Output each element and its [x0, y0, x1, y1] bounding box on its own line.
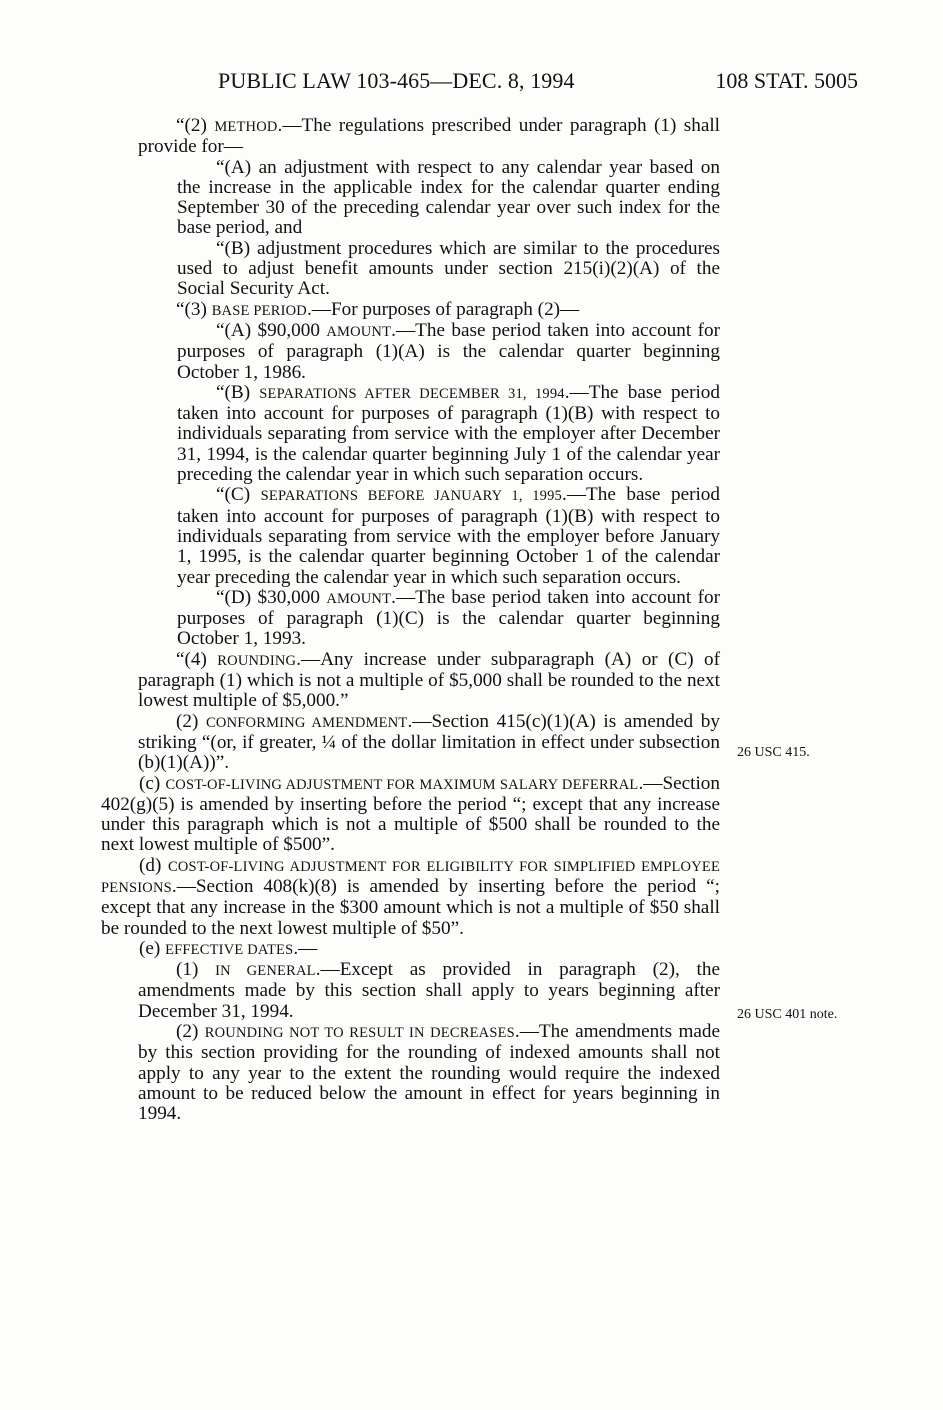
para-e-1-in-general: (1) IN GENERAL.—Except as provided in paragraph (2), the amendments made by this section shall apply to years beginning after December 31, 1994. — [138, 959, 720, 1022]
heading-effective-dates: EFFECTIVE DATES — [165, 941, 294, 958]
statute-page-number: 108 STAT. 5005 — [715, 68, 858, 93]
para-3-base-period: “(3) BASE PERIOD.—For purposes of paragraph (2)— — [176, 298, 580, 320]
margin-note-effective-dates: 26 USC 401 note. — [737, 1007, 838, 1022]
para-2-B: “(B) adjustment procedures which are similar to the procedures used to adjust benefit amounts under section 215(i)(2)(A) of the Social Security Act. — [177, 237, 720, 300]
heading-salary-deferral: COST-OF-LIVING ADJUSTMENT FOR MAXIMUM SALARY DEFERRAL — [165, 776, 639, 793]
running-header-title: PUBLIC LAW 103-465—DEC. 8, 1994 — [218, 68, 575, 93]
heading-rounding: ROUNDING — [217, 652, 297, 669]
para-3-A: “(A) $90,000 AMOUNT.—The base period taken into account for purposes of paragraph (1)(A) is the calendar quarter beginning October 1, 1986. — [177, 319, 720, 383]
para-2-method: “(2) METHOD.—The regulations prescribed under paragraph (1) shall provide for— — [138, 115, 721, 158]
para-2-A: “(A) an adjustment with respect to any calendar year based on the increase in the applicable index for the calendar quarter ending September 30 of the preceding calendar year over such index for the base period, and — [177, 156, 720, 239]
margin-note-conforming: 26 USC 415. — [737, 745, 810, 760]
heading-method: METHOD — [214, 119, 278, 135]
heading-conforming-amendment: CONFORMING AMENDMENT — [206, 714, 408, 731]
para-3-B: “(B) SEPARATIONS AFTER DECEMBER 31, 1994.—The base period taken into account for purposes of paragraph (1)(B) with respect to individuals separating from service with the employer after December 31, 1994, is the calendar quarter beginning July 1 of the calendar year preceding the calendar year in which such separation occurs. — [177, 381, 720, 486]
para-3-D: “(D) $30,000 AMOUNT.—The base period taken into account for purposes of paragraph (1)(C) is the calendar quarter beginning October 1, 1993. — [177, 586, 720, 650]
heading-amount: AMOUNT — [326, 323, 392, 340]
para-e-effective-dates: (e) EFFECTIVE DATES.— — [139, 937, 318, 959]
para-conforming-amendment: (2) CONFORMING AMENDMENT.—Section 415(c)(1)(A) is amended by striking “(or, if greater, ¼ of the dollar limitation in effect under subsection (b)(1)(A))”. — [138, 710, 720, 774]
para-3-C: “(C) SEPARATIONS BEFORE JANUARY 1, 1995.—The base period taken into account for purposes of paragraph (1)(B) with respect to individuals separating from service with the employer before January 1, 1995, is the calendar quarter beginning October 1 of the calendar year preceding the calendar year in which such separation occurs. — [177, 484, 720, 588]
heading-in-general: IN GENERAL — [215, 963, 316, 980]
para-c-salary-deferral: (c) COST-OF-LIVING ADJUSTMENT FOR MAXIMUM SALARY DEFERRAL.—Section 402(g)(5) is amended by inserting before the period “; except that any increase under this paragraph which is not a multiple of $500 shall be rounded to the next lowest multiple of $500”. — [101, 772, 720, 856]
heading-rounding-no-decrease: ROUNDING NOT TO RESULT IN DECREASES — [204, 1025, 515, 1042]
statute-body — [101, 115, 721, 1125]
heading-separations-after: SEPARATIONS AFTER DECEMBER 31, 1994 — [259, 385, 565, 402]
heading-base-period: BASE PERIOD — [211, 302, 307, 319]
para-d-simplified-pensions: (d) COST-OF-LIVING ADJUSTMENT FOR ELIGIBILITY FOR SIMPLIFIED EMPLOYEE PENSIONS.—Section 408(k)(8) is amended by inserting before the period “; except that any increase in the $300 amount which is not a multiple of $50 shall be rounded to the next lowest multiple of $50”. — [101, 854, 720, 939]
para-e-2-rounding-no-decrease: (2) ROUNDING NOT TO RESULT IN DECREASES.—The amendments made by this section providing for the rounding of indexed amounts shall not apply to any year to the extent the rounding would require the indexed amount to be reduced below the amount in effect for years beginning in 1994. — [138, 1021, 720, 1125]
para-4-rounding: “(4) ROUNDING.—Any increase under subparagraph (A) or (C) of paragraph (1) which is not a multiple of $5,000 shall be rounded to the next lowest multiple of $5,000.” — [138, 648, 720, 712]
heading-simplified-pensions: COST-OF-LIVING ADJUSTMENT FOR ELIGIBILITY FOR SIMPLIFIED EMPLOYEE PENSIONS — [101, 858, 720, 896]
heading-separations-before: SEPARATIONS BEFORE JANUARY 1, 1995 — [260, 488, 563, 505]
heading-amount-d: AMOUNT — [326, 590, 392, 607]
